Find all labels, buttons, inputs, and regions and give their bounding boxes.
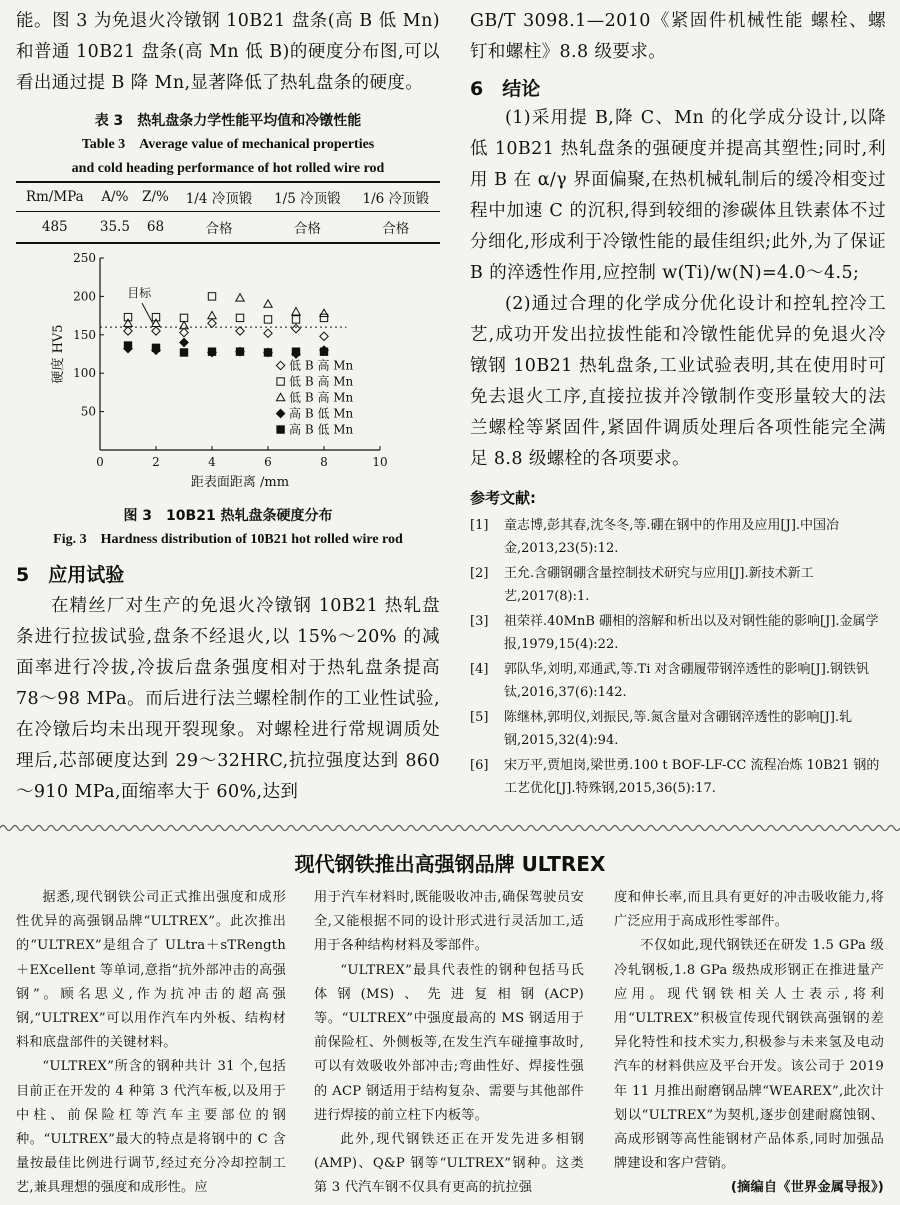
legend-label: 高 B 低 Mn	[289, 422, 354, 437]
figure-3	[16, 250, 440, 552]
table-title-en-1: Table 3 Average value of mechanical properties	[81, 137, 375, 152]
table-header: Z/%	[136, 182, 175, 212]
news-paragraph: 不仅如此,现代钢铁还在研发 1.5 GPa 级冷轧钢板,1.8 GPa 级热成形钢正在推进量产应用。现代钢铁相关人士表示,将利用“ULTREX”积极宣传现代钢铁高强钢的差异化特性和技术实力,积极参与未来氢及电动汽车的材料供应及平台开发。该公司于 2019 年 11 月推出耐磨钢品牌“WEAREX”,此次计划以“ULTREX”为契机,逐步创建耐腐蚀钢、高成形钢等高性能钢材产品体系,同时加强品牌建设和客户营销。	[614, 938, 884, 1172]
reference-number: [1]	[470, 518, 489, 533]
x-tick-label: 8	[320, 455, 328, 469]
right-column	[470, 6, 886, 802]
legend-marker	[276, 393, 284, 400]
data-point	[236, 314, 243, 321]
data-point	[236, 294, 244, 301]
y-tick-label: 200	[73, 289, 96, 304]
reference-text: 祖荣祥.40MnB 硼相的溶解和析出以及对钢性能的影响[J].金属学报,1979,15(4):22.	[504, 614, 879, 652]
x-tick-label: 4	[208, 455, 216, 469]
news-column-2	[314, 886, 584, 1201]
reference-text: 陈继林,郭明仪,刘振民,等.氮含量对含硼钢淬透性的影响[J].轧钢,2015,32(4):94.	[504, 710, 853, 748]
data-point	[208, 319, 216, 327]
table-cell: 68	[136, 212, 175, 244]
news-source: (摘编自《世界金属导报》)	[730, 1180, 884, 1196]
hardness-chart	[16, 250, 440, 500]
y-tick-label: 250	[73, 251, 96, 265]
reference-item	[470, 754, 886, 800]
reference-item	[470, 658, 886, 704]
section-5-paragraph: 在精丝厂对生产的免退火冷镦钢 10B21 热轧盘条进行拉拔试验,盘条不经退火,以 15%～20% 的减面率进行冷拔,冷拔后盘条强度相对于热轧盘条提高 78～98 MPa。而后进行法兰螺栓制作的工业性试验,在冷镦后均未出现开裂现象。对螺栓进行常规调质处理后,芯部硬度达到 29～32HRC,抗拉强度达到 860～910 MPa,面缩率大于 60%,达到	[16, 596, 440, 802]
data-point	[292, 348, 299, 355]
reference-item	[470, 562, 886, 608]
table-title-cn: 表 3 热轧盘条力学性能平均值和冷镦性能	[94, 113, 362, 129]
x-tick-label: 2	[152, 455, 160, 469]
data-point	[292, 316, 299, 323]
figure-caption-cn: 图 3 10B21 热轧盘条硬度分布	[123, 508, 333, 524]
data-point	[320, 348, 327, 355]
data-point	[236, 327, 244, 335]
news-paragraph: 度和伸长率,而且具有更好的冲击吸收能力,将广泛应用于高成形性零部件。	[614, 890, 884, 930]
data-point	[264, 316, 271, 323]
reference-item	[470, 610, 886, 656]
data-point	[152, 327, 160, 335]
table-cell: 合格	[352, 212, 440, 244]
news-paragraph: “ULTREX”所含的钢种共计 31 个,包括目前正在开发的 4 种第 3 代汽车板,以及用于中柱、前保险杠等汽车主要部位的钢种。“ULTREX”最大的特点是将钢中的 C 含量按最佳比例进行调节,经过充分冷却控制工艺,兼具理想的强度和成形性。应	[16, 1059, 286, 1196]
news-column-3	[614, 886, 884, 1201]
news-column-1	[16, 886, 286, 1201]
body-paragraph: 能。图 3 为免退火冷镦钢 10B21 盘条(高 B 低 Mn)和普通 10B21 盘条(高 Mn 低 B)的硬度分布图,可以看出通过提 B 降 Mn,显著降低了热轧盘条的硬度。	[16, 11, 440, 93]
reference-number: [2]	[470, 566, 489, 581]
data-point	[124, 327, 132, 335]
data-point	[292, 324, 300, 332]
table-row	[16, 212, 440, 244]
y-tick-label: 100	[73, 366, 96, 381]
data-point	[124, 342, 131, 349]
y-tick-label: 50	[80, 404, 96, 419]
legend-marker	[277, 378, 284, 385]
reference-number: [6]	[470, 758, 489, 773]
data-point	[320, 309, 328, 316]
data-point	[180, 338, 188, 346]
news-paragraph: 据悉,现代钢铁公司正式推出强度和成形性优异的高强钢品牌“ULTREX”。此次推出的“ULTREX”是组合了 ULtra＋sTRength＋EXcellent 等单词,意指“抗外部冲击的高强钢”。顾名思义,作为抗冲击的超高强钢,“ULTREX”可以用作汽车内外板、结构材料和底盘部件的关键材料。	[16, 890, 286, 1051]
news-title: 现代钢铁推出高强钢品牌 ULTREX	[294, 852, 606, 876]
news-paragraph: 此外,现代钢铁还正在开发先进多相钢(AMP)、Q&P 钢等“ULTREX”钢种。这类第 3 代汽车钢不仅具有更高的抗拉强	[314, 1132, 584, 1196]
wavy-divider	[0, 822, 900, 834]
conclusion-2: (2)通过合理的化学成分优化设计和控轧控冷工艺,成功开发出拉拔性能和冷镦性能优异的免退火冷镦钢 10B21 热轧盘条,工业试验表明,其在使用时可免去退火工序,直接拉拔并冷镦制作变形量较大的法兰螺栓等紧固件,紧固件调质处理后各项性能完全满足 8.8 级螺栓的各项要求。	[470, 294, 886, 469]
news-paragraph: “ULTREX”最具代表性的钢种包括马氏体钢(MS)、先进复相钢(ACP)等。“ULTREX”中强度最高的 MS 钢适用于前保险杠、外侧板等,在发生汽车碰撞事故时,可以有效吸收外部冲击;弯曲性好、焊接性强的 ACP 钢适用于结构复杂、需要与其他部件进行焊接的前立柱下内板等。	[314, 962, 584, 1123]
data-point	[320, 314, 327, 321]
x-tick-label: 6	[264, 455, 272, 469]
table-header: 1/6 冷顶锻	[352, 182, 440, 212]
data-point	[180, 349, 187, 356]
target-arrow	[142, 303, 153, 324]
reference-text: 童志博,彭其春,沈冬冬,等.硼在钢中的作用及应用[J].中国冶金,2013,23(5):12.	[504, 518, 840, 556]
mechanical-properties-table	[16, 181, 440, 244]
data-point	[208, 348, 215, 355]
reference-number: [5]	[470, 710, 489, 725]
data-point	[208, 293, 215, 300]
reference-list	[470, 514, 886, 800]
target-label: 目标	[127, 286, 152, 301]
reference-text: 郭队华,刘明,邓通武,等.Ti 对含硼履带钢淬透性的影响[J].钢铁钒钛,2016,37(6):142.	[504, 662, 869, 700]
data-point	[264, 300, 272, 307]
reference-text: 宋万平,贾旭岗,梁世勇.100 t BOF-LF-CC 流程冶炼 10B21 钢的工艺优化[J].特殊钢,2015,36(5):17.	[504, 758, 880, 796]
legend-label: 低 B 高 Mn	[289, 390, 354, 405]
data-point	[264, 329, 272, 337]
reference-number: [3]	[470, 614, 489, 629]
table-cell: 合格	[175, 212, 263, 244]
table-3	[16, 109, 440, 244]
data-point	[124, 319, 132, 326]
left-column	[16, 6, 440, 808]
x-tick-label: 0	[96, 455, 104, 469]
data-point	[152, 344, 159, 351]
data-point	[180, 328, 188, 336]
y-tick-label: 150	[73, 327, 96, 342]
table-cell: 合格	[263, 212, 351, 244]
table-header: 1/4 冷顶锻	[175, 182, 263, 212]
conclusion-1: (1)采用提 B,降 C、Mn 的化学成分设计,以降低 10B21 热轧盘条的强硬度并提高其塑性;同时,利用 B 在 α/γ 界面偏聚,在热机械轧制后的缓冷相变过程中加速 C 的沉积,得到较细的渗碳体且铁素体不过分细化,形成利于冷镦性能的最佳组织;此外,为了保证 B 的淬透性作用,应控制 w(Ti)/w(N)=4.0～4.5;	[470, 108, 886, 283]
legend-label: 低 B 高 Mn	[289, 374, 354, 389]
table-header: 1/5 冷顶锻	[263, 182, 351, 212]
x-tick-label: 10	[372, 455, 388, 469]
figure-caption-en: Fig. 3 Hardness distribution of 10B21 hot rolled wire rod	[53, 532, 403, 547]
table-cell: 485	[16, 212, 94, 244]
y-axis-label: 硬度 HV5	[51, 324, 66, 384]
data-point	[264, 349, 271, 356]
table-header-row	[16, 182, 440, 212]
legend-marker	[277, 426, 284, 433]
section-5-heading: 5 应用试验	[16, 564, 125, 586]
news-paragraph: 用于汽车材料时,既能吸收冲击,确保驾驶员安全,又能根据不同的设计形式进行灵活加工,适用于各种结构材料及零部件。	[314, 890, 584, 954]
data-point	[236, 348, 243, 355]
x-axis-label: 距表面距离 /mm	[190, 475, 290, 490]
body-paragraph: GB/T 3098.1—2010《紧固件机械性能 螺栓、螺钉和螺柱》8.8 级要求。	[470, 11, 886, 62]
legend-marker	[276, 361, 284, 369]
table-title-en-2: and cold heading performance of hot rolled wire rod	[71, 161, 385, 176]
data-point	[152, 319, 160, 326]
table-cell: 35.5	[94, 212, 137, 244]
reference-item	[470, 514, 886, 560]
data-point	[208, 311, 216, 318]
legend-label: 高 B 低 Mn	[289, 406, 354, 421]
references-heading: 参考文献:	[470, 489, 536, 507]
section-6-heading: 6 结论	[470, 78, 541, 100]
legend-label: 低 B 高 Mn	[289, 358, 354, 373]
table-header: A/%	[94, 182, 137, 212]
data-point	[320, 332, 328, 340]
reference-number: [4]	[470, 662, 489, 677]
reference-text: 王允.含硼钢硼含量控制技术研究与应用[J].新技术新工艺,2017(8):1.	[504, 566, 814, 604]
table-header: Rm/MPa	[16, 182, 94, 212]
data-point	[292, 308, 300, 315]
reference-item	[470, 706, 886, 752]
legend-marker	[276, 409, 284, 417]
